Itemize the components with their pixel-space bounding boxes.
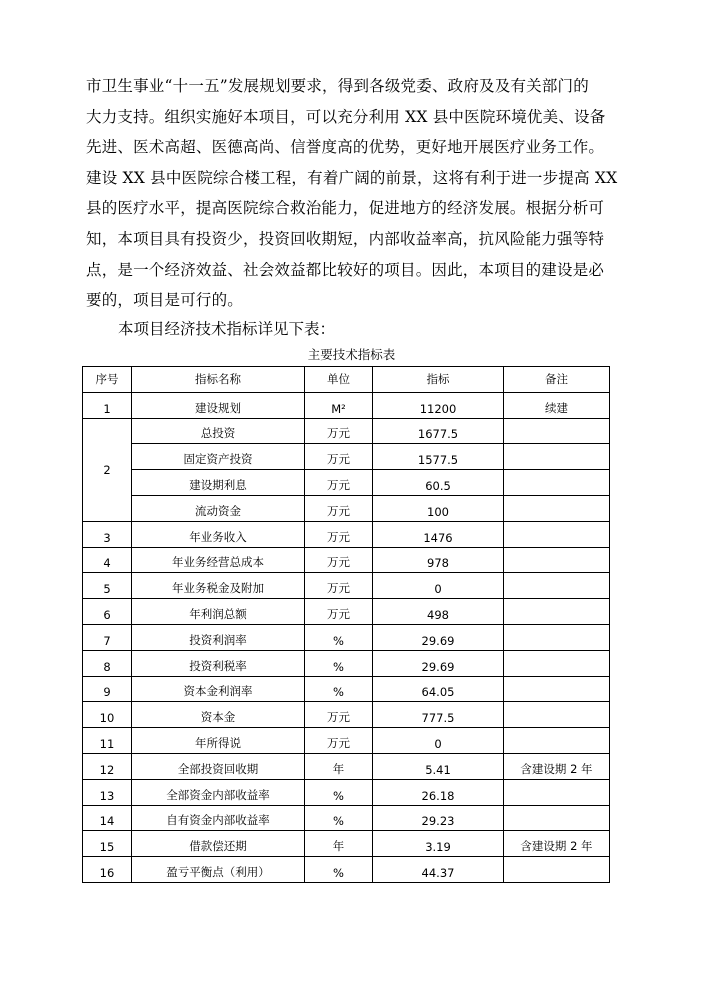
indicator-name: 资本金 [132, 702, 305, 728]
indicator-name: 全部投资回收期 [132, 753, 305, 779]
table-row [83, 521, 610, 547]
indicator-unit: M² [305, 392, 373, 418]
table-row [83, 495, 610, 521]
table-row [83, 444, 610, 470]
paragraph-line: 市卫生事业“十一五”发展规划要求，得到各级党委、政府及及有关部门的 [86, 77, 589, 95]
table-row [83, 599, 610, 625]
indicator-value: 100 [373, 495, 504, 521]
indicator-unit: % [305, 805, 373, 831]
indicator-unit: % [305, 779, 373, 805]
table-row [83, 728, 610, 754]
indicator-unit: % [305, 624, 373, 650]
indicator-unit: 万元 [305, 547, 373, 573]
indicator-unit: % [305, 650, 373, 676]
indicator-name: 固定资产投资 [132, 444, 305, 470]
indicator-note [504, 805, 610, 831]
indicator-name: 总投资 [132, 418, 305, 444]
indicator-value: 29.69 [373, 650, 504, 676]
indicator-value: 1677.5 [373, 418, 504, 444]
indicator-note [504, 418, 610, 444]
indicator-value: 5.41 [373, 753, 504, 779]
indicator-name: 投资利润率 [132, 624, 305, 650]
indicator-value: 498 [373, 599, 504, 625]
indicator-note [504, 495, 610, 521]
table-row [83, 805, 610, 831]
indicator-name: 年业务收入 [132, 521, 305, 547]
indicator-value: 1577.5 [373, 444, 504, 470]
indicator-value: 0 [373, 573, 504, 599]
header-cell-unit: 单位 [305, 367, 373, 393]
row-number: 11 [83, 728, 132, 754]
indicator-value: 1476 [373, 521, 504, 547]
paragraph-line: 点，是一个经济效益、社会效益都比较好的项目。因此，本项目的建设是必 [86, 260, 605, 279]
indicator-name: 借款偿还期 [132, 831, 305, 857]
row-number: 1 [83, 392, 132, 418]
indicator-value: 3.19 [373, 831, 504, 857]
table-row [83, 624, 610, 650]
indicator-note [504, 857, 610, 883]
indicator-unit: 万元 [305, 702, 373, 728]
row-number: 2 [83, 418, 132, 521]
indicator-unit: 万元 [305, 418, 373, 444]
indicator-value: 29.69 [373, 624, 504, 650]
indicator-table [82, 366, 610, 883]
indicator-value: 26.18 [373, 779, 504, 805]
indicator-unit: 万元 [305, 573, 373, 599]
indicator-note [504, 702, 610, 728]
row-number: 13 [83, 779, 132, 805]
table-row [83, 779, 610, 805]
indicator-unit: 万元 [305, 444, 373, 470]
indicator-note: 含建设期 2 年 [504, 753, 610, 779]
indicator-value: 0 [373, 728, 504, 754]
indicator-unit: 万元 [305, 470, 373, 496]
paragraph-line: 大力支持。组织实施好本项目，可以充分利用 XX 县中医院环境优美、设备 [86, 107, 606, 126]
indicator-note [504, 521, 610, 547]
row-number: 8 [83, 650, 132, 676]
paragraph-line: 县的医疗水平，提高医院综合救治能力，促进地方的经济发展。根据分析可 [86, 199, 605, 218]
table-row [83, 392, 610, 418]
table-row [83, 650, 610, 676]
indicator-name: 流动资金 [132, 495, 305, 521]
indicator-unit: 年 [305, 753, 373, 779]
indicator-name: 年所得说 [132, 728, 305, 754]
table-row [83, 702, 610, 728]
indicator-name: 自有资金内部收益率 [132, 805, 305, 831]
indicator-name: 建设规划 [132, 392, 305, 418]
indicator-unit: 万元 [305, 599, 373, 625]
indicator-unit: % [305, 857, 373, 883]
row-number: 10 [83, 702, 132, 728]
table-row [83, 831, 610, 857]
table-intro-text: 本项目经济技术指标详见下表： [118, 320, 336, 338]
row-number: 6 [83, 599, 132, 625]
row-number: 3 [83, 521, 132, 547]
header-cell-name: 指标名称 [132, 367, 305, 393]
table-caption: 主要技术指标表 [307, 347, 396, 362]
header-cell-value: 指标 [373, 367, 504, 393]
row-number: 4 [83, 547, 132, 573]
indicator-name: 投资利税率 [132, 650, 305, 676]
table-row [83, 418, 610, 444]
indicator-unit: 万元 [305, 728, 373, 754]
row-number: 5 [83, 573, 132, 599]
indicator-note [504, 779, 610, 805]
row-number: 14 [83, 805, 132, 831]
indicator-value: 29.23 [373, 805, 504, 831]
indicator-name: 年利润总额 [132, 599, 305, 625]
indicator-unit: 年 [305, 831, 373, 857]
paragraph-line: 要的，项目是可行的。 [86, 291, 244, 310]
indicator-value: 777.5 [373, 702, 504, 728]
indicator-name: 盈亏平衡点（利用） [132, 857, 305, 883]
indicator-note [504, 547, 610, 573]
indicator-note [504, 470, 610, 496]
indicator-name: 年业务经营总成本 [132, 547, 305, 573]
indicator-name: 资本金利润率 [132, 676, 305, 702]
row-number: 9 [83, 676, 132, 702]
paragraph-line: 知，本项目具有投资少，投资回收期短，内部收益率高，抗风险能力强等特 [86, 229, 605, 248]
indicator-note [504, 599, 610, 625]
row-number: 7 [83, 624, 132, 650]
header-cell-note: 备注 [504, 367, 610, 393]
indicator-value: 64.05 [373, 676, 504, 702]
indicator-name: 全部资金内部收益率 [132, 779, 305, 805]
header-cell-no: 序号 [83, 367, 132, 393]
table-row [83, 573, 610, 599]
indicator-note [504, 573, 610, 599]
indicator-note [504, 624, 610, 650]
indicator-note: 续建 [504, 392, 610, 418]
indicator-note [504, 650, 610, 676]
table-row [83, 547, 610, 573]
table-row [83, 676, 610, 702]
indicator-value: 11200 [373, 392, 504, 418]
table-row [83, 857, 610, 883]
table-row [83, 753, 610, 779]
table-row [83, 470, 610, 496]
indicator-value: 60.5 [373, 470, 504, 496]
indicator-note [504, 444, 610, 470]
table-header-row [83, 367, 610, 393]
intro-paragraph [86, 71, 626, 316]
row-number: 12 [83, 753, 132, 779]
indicator-value: 978 [373, 547, 504, 573]
paragraph-line: 建设 XX 县中医院综合楼工程，有着广阔的前景，这将有利于进一步提高 XX [86, 168, 618, 187]
indicator-note [504, 728, 610, 754]
paragraph-line: 先进、医术高超、医德高尚、信誉度高的优势，更好地开展医疗业务工作。 [86, 138, 605, 157]
indicator-name: 年业务税金及附加 [132, 573, 305, 599]
indicator-note: 含建设期 2 年 [504, 831, 610, 857]
indicator-name: 建设期利息 [132, 470, 305, 496]
indicator-unit: 万元 [305, 495, 373, 521]
indicator-unit: 万元 [305, 521, 373, 547]
indicator-unit: % [305, 676, 373, 702]
row-number: 16 [83, 857, 132, 883]
row-number: 15 [83, 831, 132, 857]
indicator-value: 44.37 [373, 857, 504, 883]
indicator-note [504, 676, 610, 702]
